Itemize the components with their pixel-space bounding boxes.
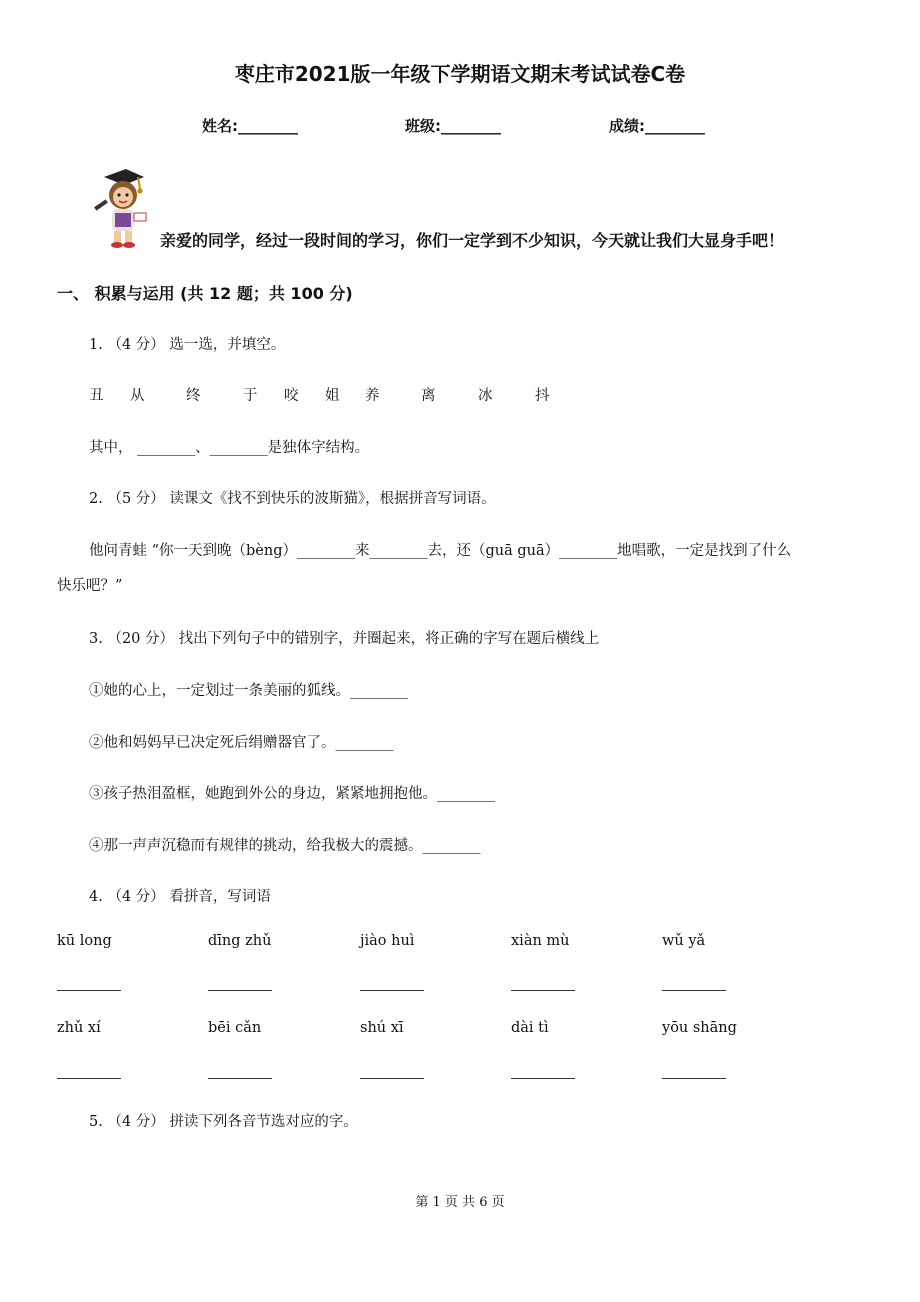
score-field-label: 成绩:________ — [609, 117, 705, 135]
page-footer: 第 1 页 共 6 页 — [415, 1195, 505, 1210]
answer-line[interactable] — [511, 990, 575, 991]
answer-line[interactable] — [662, 990, 726, 991]
question-1-fill[interactable]: 其中， ________、________是独体字结构。 — [89, 440, 370, 456]
answer-line[interactable] — [57, 1078, 121, 1079]
pinyin-item: dīng zhǔ — [208, 933, 272, 949]
pinyin-item: yōu shāng — [662, 1020, 737, 1036]
char-option[interactable]: 抖 — [535, 388, 550, 404]
question-3-item[interactable]: ③孩子热泪盈框，她跑到外公的身边，紧紧地拥抱他。________ — [89, 786, 495, 802]
question-2-line-2: 快乐吧？” — [57, 578, 123, 594]
class-field-label: 班级:________ — [405, 117, 501, 135]
question-4-stem: 4. （4 分） 看拼音，写词语 — [89, 889, 271, 905]
answer-line[interactable] — [208, 990, 272, 991]
char-option[interactable]: 养 — [365, 388, 380, 404]
answer-line[interactable] — [360, 1078, 424, 1079]
question-3-item[interactable]: ①她的心上，一定划过一条美丽的狐线。________ — [89, 683, 408, 699]
answer-line[interactable] — [511, 1078, 575, 1079]
char-option[interactable]: 于 — [243, 388, 258, 404]
question-1-characters — [0, 384, 920, 404]
question-2-line-1[interactable]: 他问青蛙 “你一天到晚（bèng）________来________去，还（guā guā）________地唱歌，一定是找到了什么 — [89, 543, 792, 559]
char-option[interactable]: 咬 — [284, 388, 299, 404]
page-title: 枣庄市2021版一年级下学期语文期末考试试卷C卷 — [234, 62, 686, 86]
section-heading: 一、 积累与运用 (共 12 题；共 100 分) — [57, 284, 353, 303]
question-3-item[interactable]: ②他和妈妈早已决定死后绢赠器官了。________ — [89, 735, 394, 751]
answer-line[interactable] — [662, 1078, 726, 1079]
char-option[interactable]: 姐 — [325, 388, 340, 404]
name-field-label: 姓名:________ — [202, 117, 298, 135]
question-3-item[interactable]: ④那一声声沉稳而有规律的挑动，给我极大的震撼。________ — [89, 838, 481, 854]
student-mascot-icon — [86, 165, 150, 249]
pinyin-item: jiào huì — [360, 933, 415, 949]
question-2-stem: 2. （5 分） 读课文《找不到快乐的波斯猫》，根据拼音写词语。 — [89, 491, 496, 507]
answer-line[interactable] — [360, 990, 424, 991]
pinyin-item: kū long — [57, 933, 112, 949]
char-option[interactable]: 冰 — [478, 388, 493, 404]
pinyin-item: shú xī — [360, 1020, 404, 1036]
answer-line[interactable] — [57, 990, 121, 991]
pinyin-item: zhǔ xí — [57, 1020, 101, 1036]
pinyin-item: bēi cǎn — [208, 1020, 262, 1036]
question-1-stem: 1. （4 分） 选一选，并填空。 — [89, 337, 286, 353]
pinyin-item: dài tì — [511, 1020, 549, 1036]
char-option[interactable]: 丑 — [89, 388, 104, 404]
question-3-stem: 3. （20 分） 找出下列句子中的错别字，并圈起来，将正确的字写在题后横线上 — [89, 631, 600, 647]
answer-line[interactable] — [208, 1078, 272, 1079]
question-5-stem: 5. （4 分） 拼读下列各音节选对应的字。 — [89, 1114, 358, 1130]
pinyin-item: xiàn mù — [511, 933, 570, 949]
char-option[interactable]: 离 — [421, 388, 436, 404]
char-option[interactable]: 从 — [130, 388, 145, 404]
pinyin-item: wǔ yǎ — [662, 933, 706, 949]
char-option[interactable]: 终 — [186, 388, 201, 404]
intro-text: 亲爱的同学，经过一段时间的学习，你们一定学到不少知识，今天就让我们大显身手吧！ — [160, 231, 785, 250]
